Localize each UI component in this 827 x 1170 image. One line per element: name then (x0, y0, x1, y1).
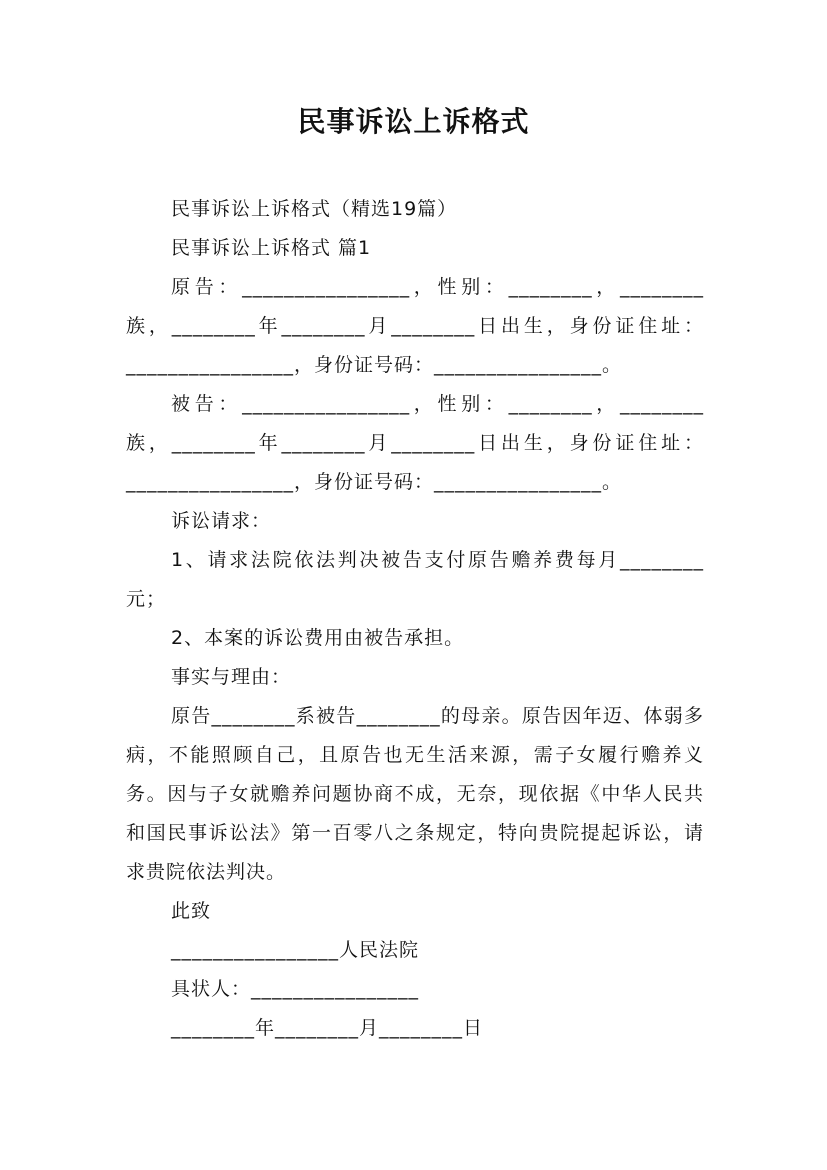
claim-item-2: 2、本案的诉讼费用由被告承担。 (171, 627, 465, 649)
claims-heading: 诉讼请求： (171, 510, 272, 532)
section-heading: 民事诉讼上诉格式 篇1 (171, 237, 372, 259)
plaintiff-info: 原告：________________，性别：________，________族，________年________月________日出生，身份证住址：________________，身份证号码：________________。 (126, 276, 704, 376)
salutation: 此致 (171, 900, 212, 922)
facts-paragraph: 原告________系被告________的母亲。原告因年迈、体弱多病，不能照顾自己，且原告也无生活来源，需子女履行赡养义务。因与子女就赡养问题协商不成，无奈，现依据《中华人民共和国民事诉讼法》第一百零八之条规定，特向贵院提起诉讼，请求贵院依法判决。 (126, 705, 704, 883)
claim-item-1: 1、请求法院依法判决被告支付原告赡养费每月________元； (126, 549, 704, 610)
signer-line: 具状人：________________ (171, 978, 420, 1000)
document-body (126, 190, 704, 1048)
court-line: ________________人民法院 (171, 939, 420, 961)
document-title: 民事诉讼上诉格式 (297, 105, 530, 138)
facts-heading: 事实与理由： (171, 666, 292, 688)
defendant-info: 被告：________________，性别：________，________族，________年________月________日出生，身份证住址：________________，身份证号码：________________。 (126, 393, 704, 493)
subtitle-line: 民事诉讼上诉格式（精选19篇） (171, 198, 458, 220)
date-line: ________年________月________日 (171, 1017, 484, 1039)
